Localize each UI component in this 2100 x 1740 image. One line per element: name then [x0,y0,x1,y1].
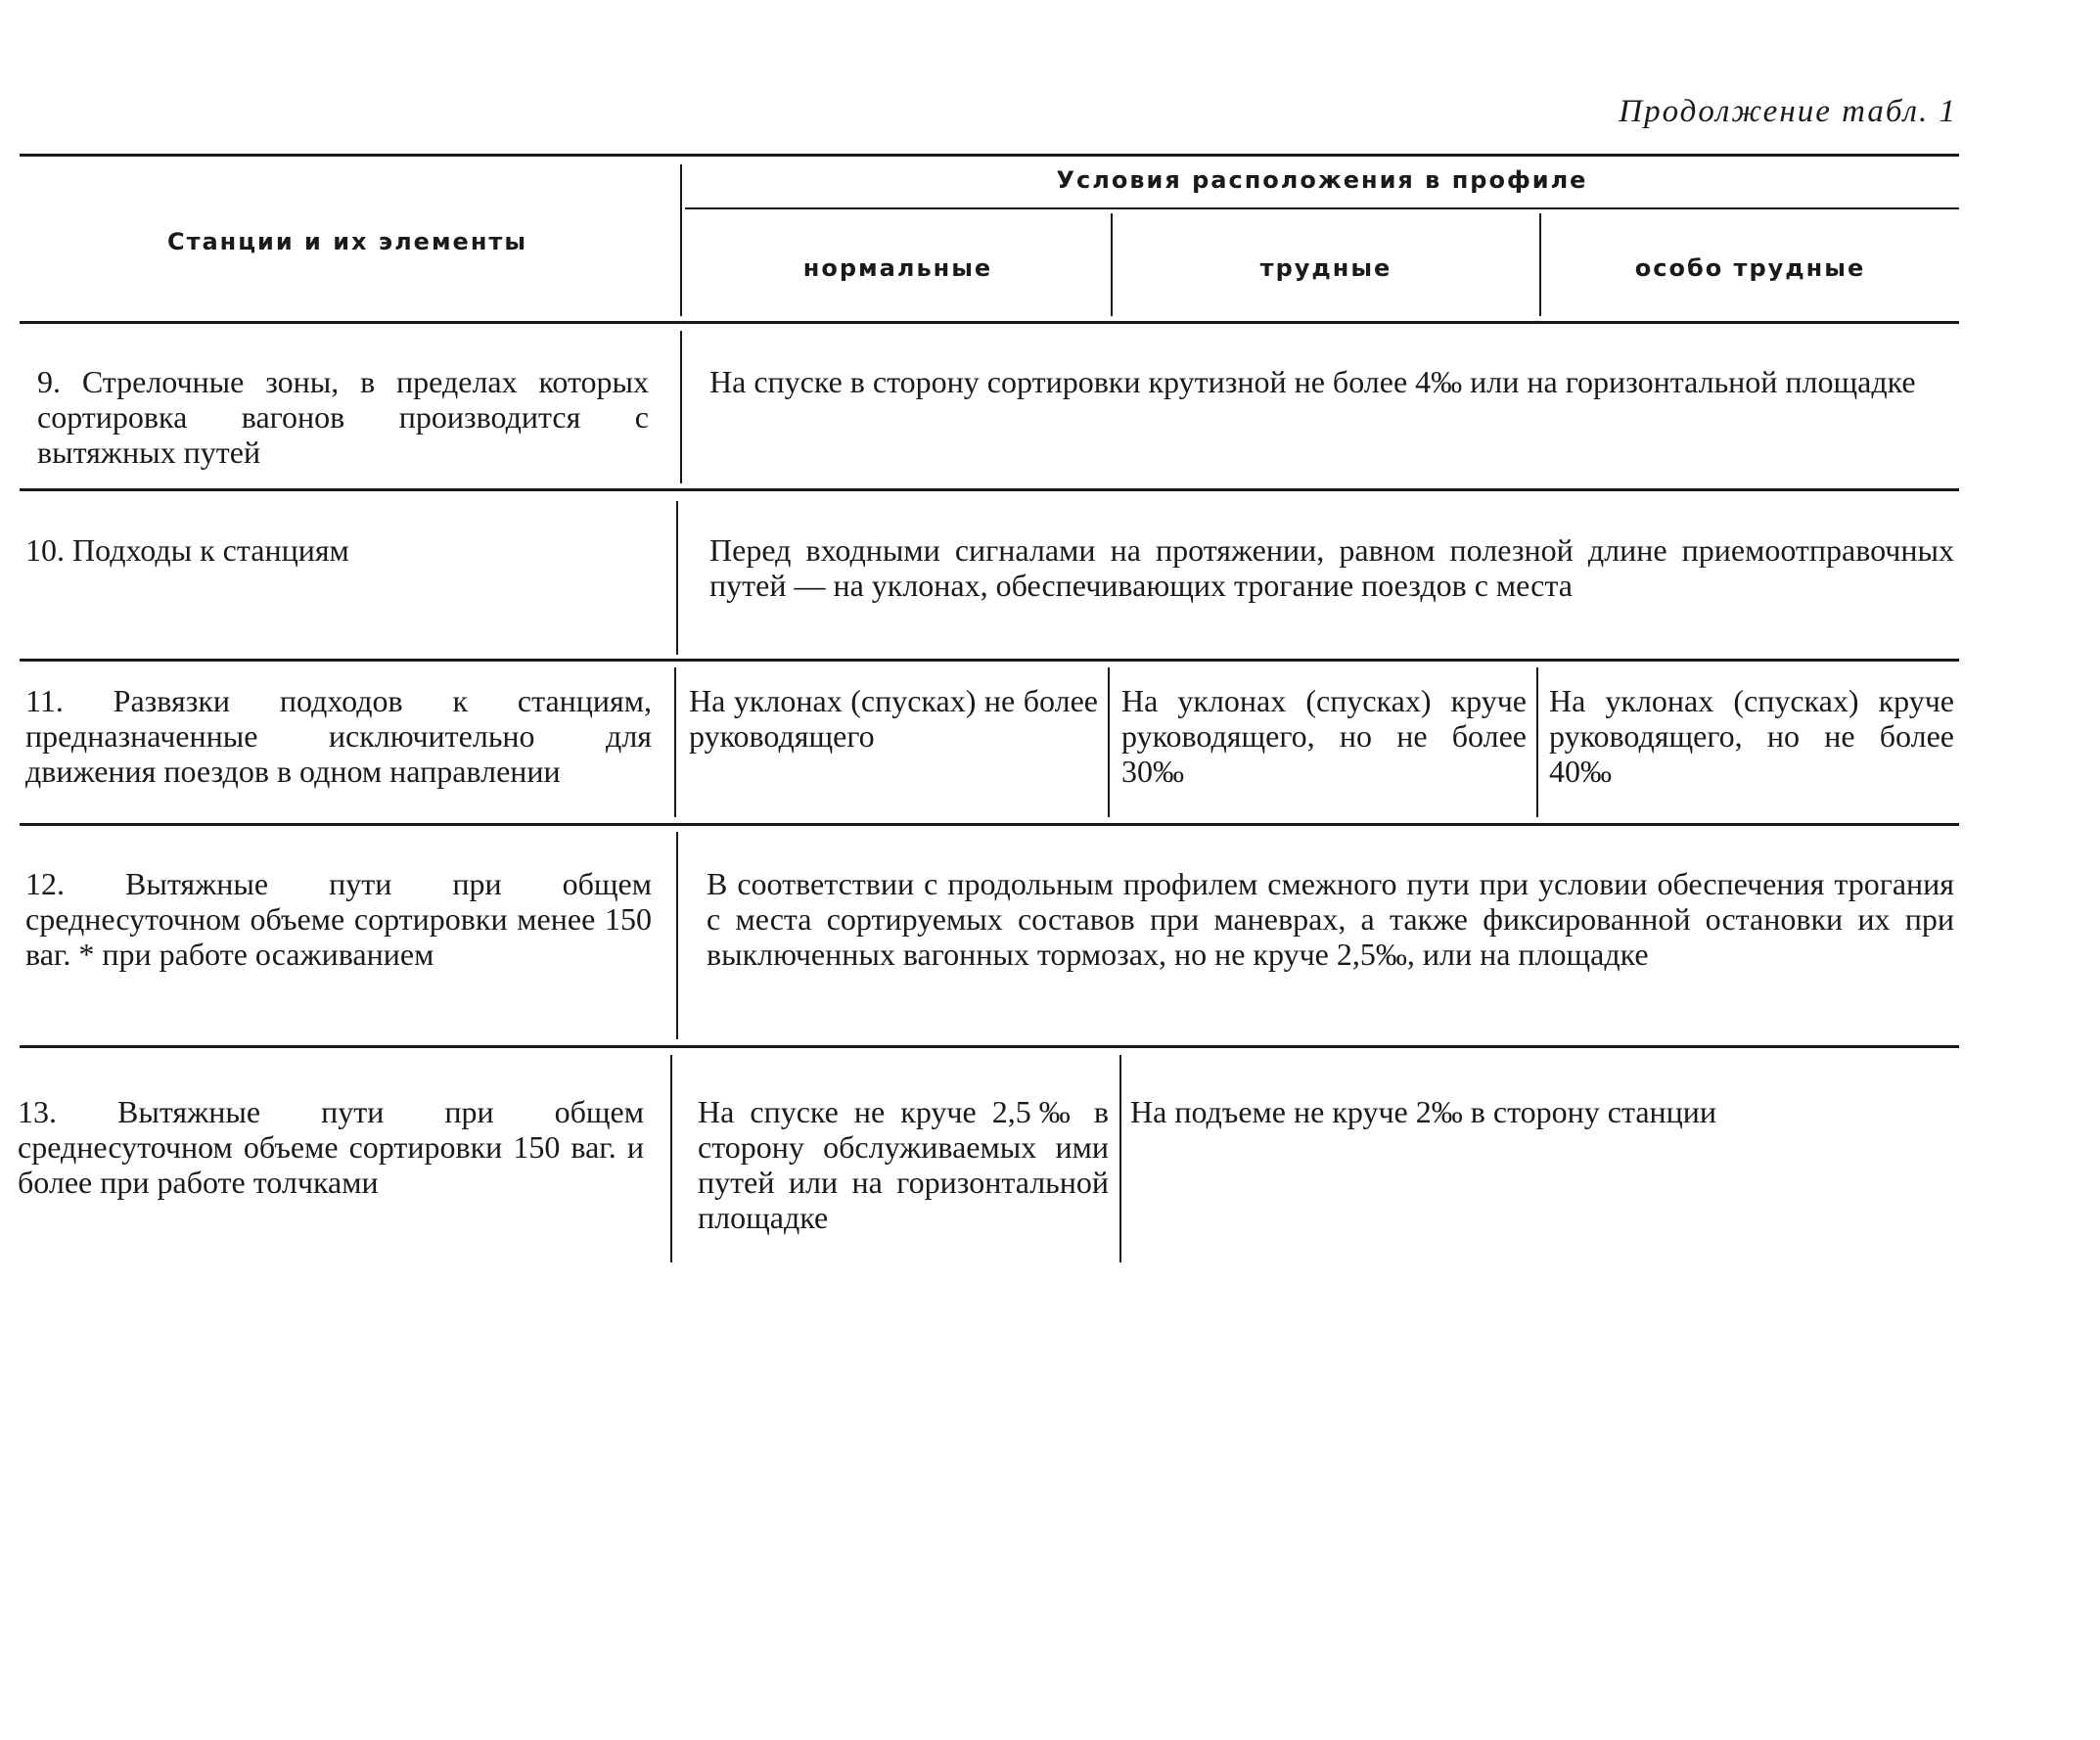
column-divider [1536,667,1538,817]
row-12-conditions: В соответствии с продольным профилем смежного пути при условии обеспечения трогания с места сортируемых составов при маневрах, а также фиксированной остановки их при выключенных вагонных тормозах, но не круче 2,5‰, или на площадке [707,866,1954,972]
row-13-element: 13. Вытяжные пути при общем среднесуточном объеме сортировки 150 ваг. и более при работе толчками [18,1094,644,1200]
row-divider [20,823,1959,826]
column-divider [676,832,678,1039]
row-13-hard-very-hard: На подъеме не круче 2‰ в сторону станции [1130,1094,1717,1129]
column-divider [1119,1055,1121,1262]
row-11-hard: На уклонах (спусках) круче руководящего, но не более 30‰ [1121,683,1527,789]
row-11-normal: На уклонах (спусках) не более руководящего [689,683,1098,754]
row-10-conditions: Перед входными сигналами на протяжении, равном полезной длине приемоотправочных путей — на уклонах, обеспечивающих трогание поездов с места [709,532,1954,603]
header-very-hard: особо трудные [1634,254,1866,282]
row-12-element: 12. Вытяжные пути при общем среднесуточном объеме сортировки менее 150 ваг. * при работе осаживанием [25,866,652,972]
header-hard: трудные [1259,254,1392,282]
row-13-normal: На спуске не круче 2,5‰ в сторону обслуживаемых ими путей или на горизонтальной площадке [698,1094,1109,1235]
column-divider [1108,667,1110,817]
column-divider [676,501,678,655]
header-bottom-rule [20,321,1959,324]
table-top-rule [20,154,1959,157]
row-11-element: 11. Развязки подходов к станциям, предназначенные исключительно для движения поездов в одном направлении [25,683,652,789]
row-9-conditions: На спуске в сторону сортировки крутизной не более 4‰ или на горизонтальной площадке [709,364,1916,399]
column-divider [680,164,682,316]
header-normal: нормальные [802,254,993,282]
header-stations: Станции и их элементы [166,228,528,255]
header-group-rule [685,207,1959,209]
header-group: Условия расположения в профиле [1056,166,1588,194]
row-divider [20,1045,1959,1048]
table-caption: Продолжение табл. 1 [1619,94,1957,129]
row-11-very-hard: На уклонах (спусках) круче руководящего, но не более 40‰ [1549,683,1954,789]
column-divider [670,1055,672,1262]
row-divider [20,659,1959,662]
row-10-element: 10. Подходы к станциям [25,532,349,568]
column-divider [680,331,682,483]
column-divider [674,667,676,817]
row-9-element: 9. Стрелочные зоны, в пределах которых сортировка вагонов производится с вытяжных путей [37,364,649,470]
row-divider [20,488,1959,491]
